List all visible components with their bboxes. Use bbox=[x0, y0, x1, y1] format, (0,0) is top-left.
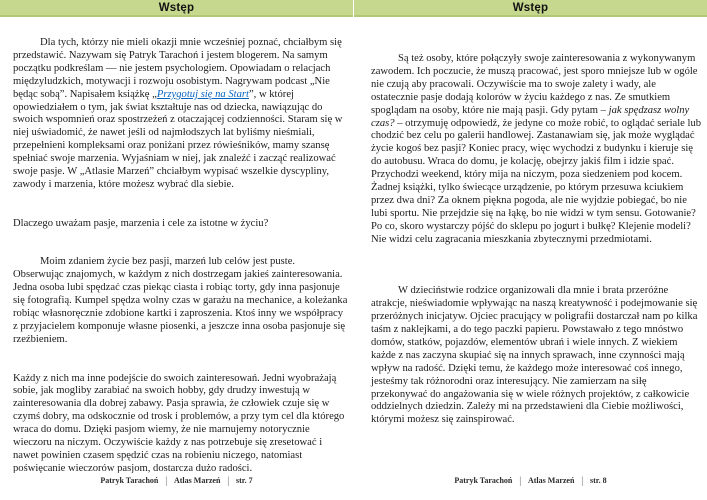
footer-separator: | bbox=[581, 474, 584, 487]
footer-separator: | bbox=[519, 474, 521, 487]
paragraph bbox=[13, 37, 348, 192]
footer-book-title: Atlas Marzeń bbox=[527, 476, 575, 485]
page-body-right bbox=[354, 17, 707, 473]
italic-text: jak spędzasz wolny czas? bbox=[371, 104, 690, 129]
chapter-title: Wstęp bbox=[158, 1, 195, 14]
footer-author: Patryk Tarachoń bbox=[100, 476, 159, 485]
paragraph bbox=[371, 53, 703, 247]
chapter-header-left bbox=[0, 0, 353, 17]
page-footer-left bbox=[0, 473, 353, 500]
page-right bbox=[354, 0, 707, 500]
text-run: ”, w której opowiedziałem o tym, jak świat kształtuje nas od dziecka, nawiązując do swoich wspomnień oraz spostrzeżeń z otaczającej codzienności. Staram się w niej uświadomić, że nawet jeśli od najmłodszych lat byliśmy nieśmiali, przepełnieni kompleksami oraz poniżani przez rówieśników, mamy szansę spełniać swoje marzenia. Wyjaśniam w niej, jak znaleźć i zacząć realizować swoje pasje. W „Atlasie Marzeń” chciałbym wypisać wszelkie dyscypliny, zawody i marzenia, które możesz wybrać dla siebie. bbox=[13, 88, 343, 190]
text-run: Dla tych, którzy nie mieli okazji mnie wcześniej poznać, chciałbym się przedstawić. Nazywam się Patryk Tarachoń i jestem blogerem. Na samym początku podkreślam — nie jestem psychologiem. Opowiadam o relacjach międzyludzkich, motywacji i rozwoju osobistym. Nagrywam podcast „Nie będąc sobą”. Napisałem książkę „ bbox=[13, 37, 342, 100]
page-left bbox=[0, 0, 353, 500]
chapter-title: Wstęp bbox=[512, 1, 549, 14]
text-run: W dzieciństwie rodzice organizowali dla mnie i brata przeróżne atrakcje, nieświadomie wpływając na naszą kreatywność i podejmowanie się przeróżnych inicjatyw. Ojciec pracujący w poligrafii dostarczał nam po kilka taśm z naklejkami, a do tego paczki papieru. Powstawało z tego mnóstwo domów, statków, pojazdów, elementów ubrań i wiele innych. Z wiekiem każde z nas zaczyna skupiać się na innych sprawach, inne czynności mają wpływ na radość. Dzięki temu, że każdego może interesować coś innego, jesteśmy tak różnorodni oraz interesujący. Nie zamierzam na siłę przekonywać do angażowania się w wiele różnych projektów, z całkowicie oddzielnych dziedzin. Zależy mi na przedstawieni dla Ciebie możliwości, którymi możesz się zainspirować. bbox=[371, 285, 698, 426]
paragraph bbox=[13, 218, 348, 231]
footer-separator: | bbox=[227, 474, 230, 487]
text-run: Są też osoby, które połączyły swoje zainteresowania z wykonywanym zawodem. Ich poczucie, że muszą pracować, jest sporo mniejsze lub w ogóle nie czują aby pracowali. Oczywiście ma to swoje zalety i wady, ale ostatecznie pasje dodają kolorów w życiu każdego z nas. Ze smutkiem spoglądam na osoby, które nie mają pasji. Gdy pytam – bbox=[371, 53, 698, 116]
paragraph bbox=[13, 373, 348, 473]
inline-hyperlink[interactable]: Przygotuj się na Start bbox=[156, 88, 249, 100]
text-run: Każdy z nich ma inne podejście do swoich zainteresowań. Jedni wyobrażają sobie, jak mogliby zarabiać na swoich hobby, gdy drudzy inwestują w zainteresowania dla dobrej zabawy. Pasja sprawia, że człowiek czuje się w czymś dobry, ma odskocznie od trosk i problemów, a przy tym cel dla którego wraca do domu. Dzięki pasjom wiemy, że nie marnujemy notorycznie wieczoru na niczym. Oczywiście każdy z nas potrzebuje się zresetować i nawet powinien czasem spędzić czas na robieniu niczego, natomiast poświęcanie wieczorów pasjom, dostarcza dużo radości. bbox=[13, 372, 345, 473]
page-body-left bbox=[0, 17, 353, 473]
footer-book-title: Atlas Marzeń bbox=[173, 476, 221, 485]
footer-separator: | bbox=[165, 474, 167, 487]
footer-page-number: str. 7 bbox=[236, 476, 253, 485]
text-run: – otrzymuję odpowiedź, że jedyne co może robić, to oglądać seriale lub chodzić bez celu po galerii handlowej. Zastanawiam się, jak może wyglądać życie kogoś bez pasji? Koniec pracy, więc wychodzi z budynku i kieruje się do autobusu. Wraca do domu, je kolację, obejrzy jakiś film i idzie spać. Przychodzi weekend, który mija na niczym, poza siedzeniem pod kocem. Żadnej książki, tylko świecące urządzenie, po którym przesuwa kciukiem przez dwa dni? Za oknem piękna pogoda, ale nie wyjdzie pobiegać, bo nie lubi sportu. Nie przejdzie się na łąkę, bo nie widzi w tym sensu. Gotowanie? Po co, skoro wystarczy pójść do sklepu po jogurt i bułkę? Klejenie modeli? Nie widzi celu zagracania mieszkania zbytecznymi przedmiotami. bbox=[371, 117, 702, 245]
page-footer-right bbox=[354, 473, 707, 500]
footer-page-number: str. 8 bbox=[590, 476, 607, 485]
text-run: Moim zdaniem życie bez pasji, marzeń lub celów jest puste. Obserwując znajomych, w każdym z nich dostrzegam jakieś zainteresowania. Jedna osoba lubi spędzać czas piekąc ciasta i robiąc torty, gdy inna pasjonuje się fotografią. Kumpel spędza wolny czas w garażu na mechanice, a koleżanka robiąc własnoręcznie zdobione kartki i zaproszenia. Ktoś inny we współpracy z przyjacielem komponuje własne piosenki, a jeszcze inna osoba pasjonuje się rzeźbieniem. bbox=[13, 256, 348, 345]
chapter-header-right bbox=[354, 0, 707, 17]
footer-author: Patryk Tarachoń bbox=[454, 476, 513, 485]
paragraph bbox=[371, 285, 703, 427]
text-run: Dlaczego uważam pasje, marzenia i cele za istotne w życiu? bbox=[13, 217, 269, 229]
paragraph bbox=[13, 256, 348, 346]
